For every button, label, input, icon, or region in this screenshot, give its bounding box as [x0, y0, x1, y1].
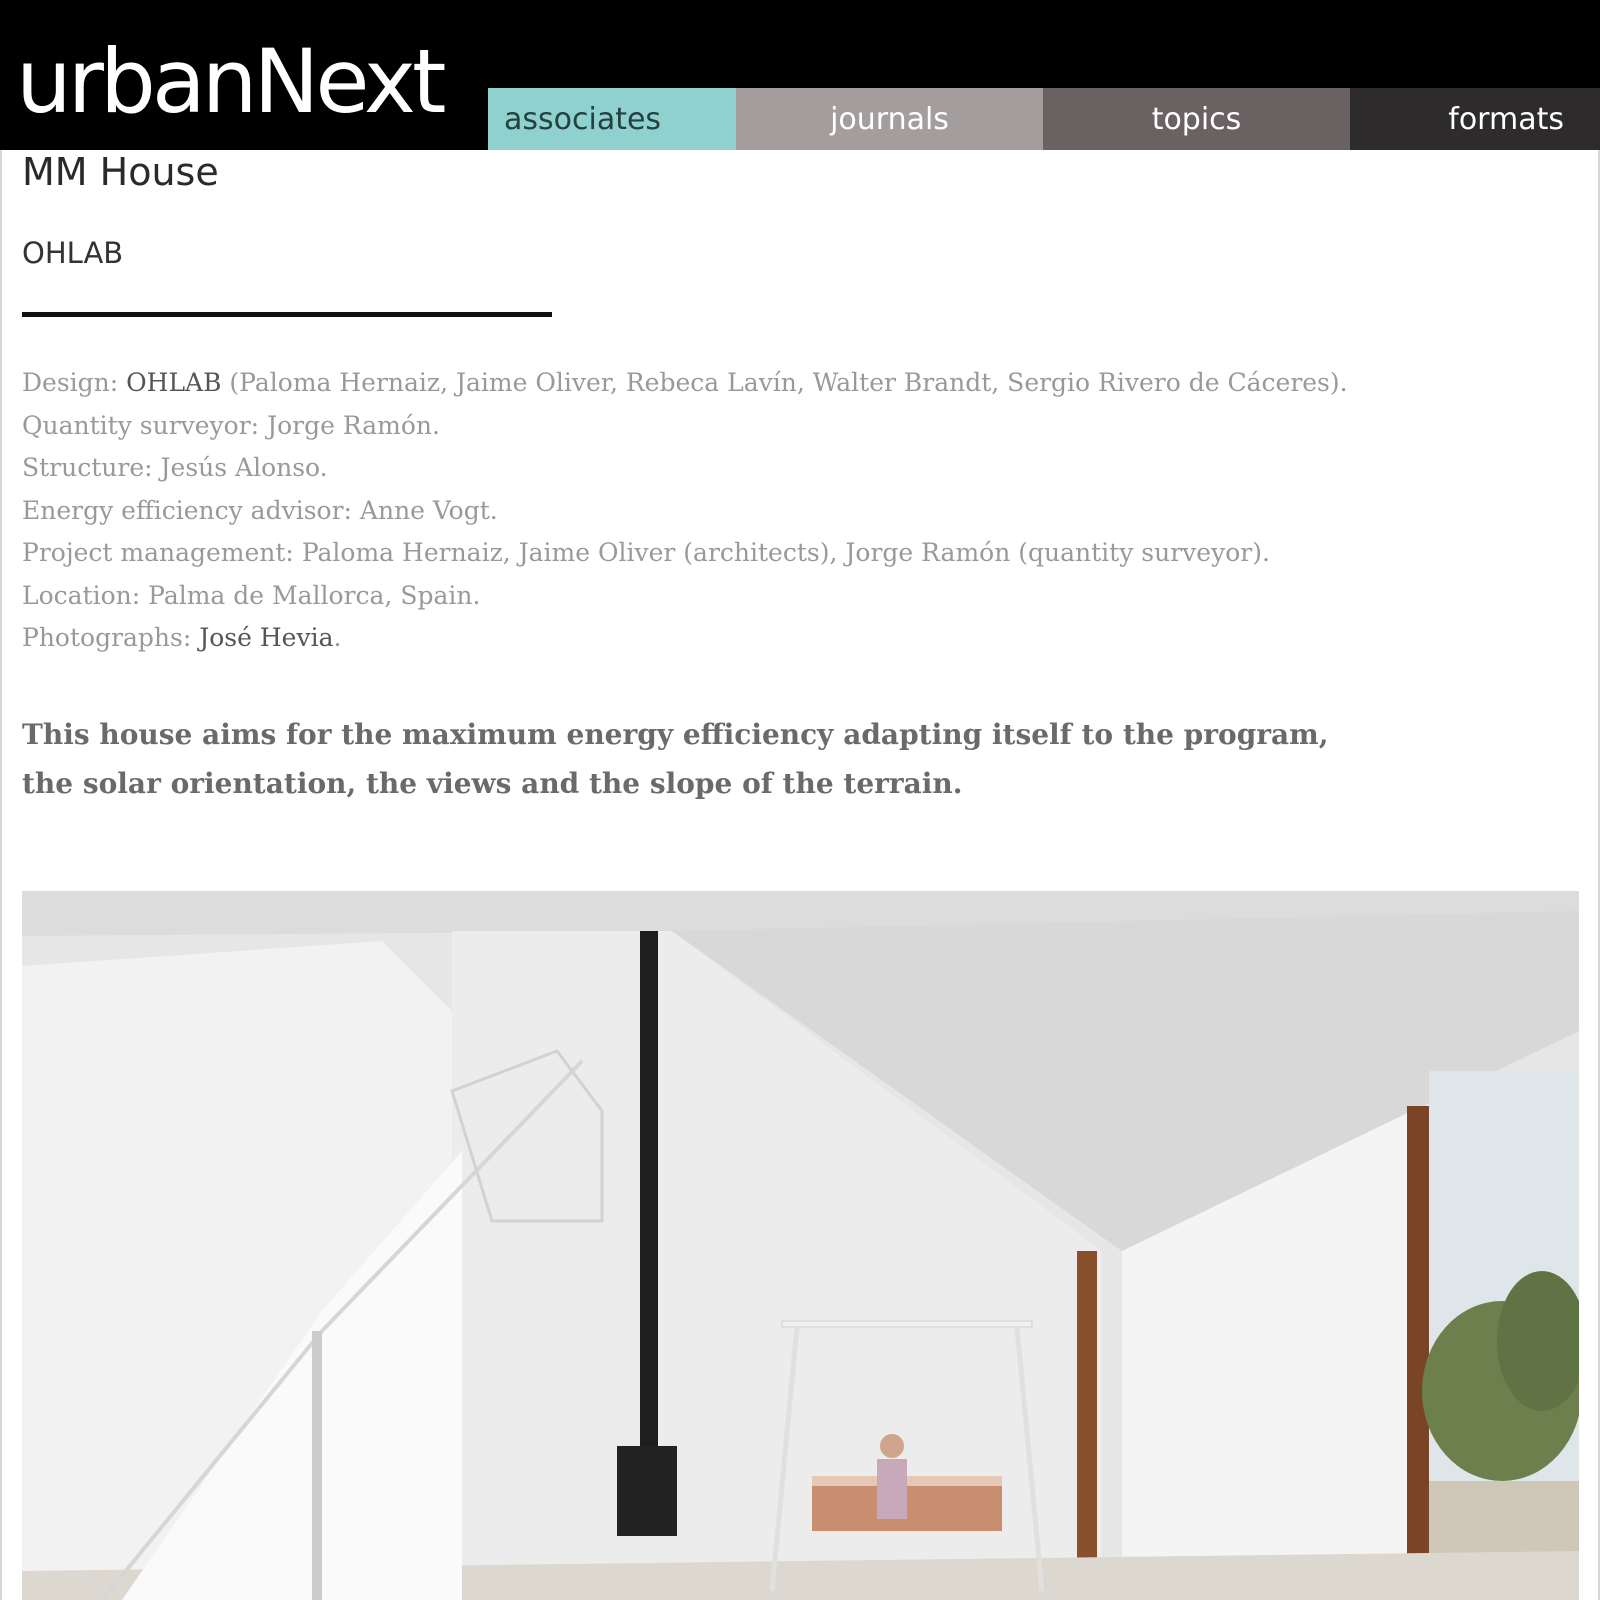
- credit-line: [22, 362, 1422, 405]
- title-divider: [22, 312, 552, 317]
- credit-line: [22, 447, 1422, 490]
- credit-value: Jesús Alonso.: [160, 453, 328, 482]
- credit-value: Jorge Ramón.: [267, 410, 440, 440]
- credit-line: [22, 532, 1422, 575]
- nav-tab-formats[interactable]: formats: [1350, 88, 1600, 150]
- credit-line: [22, 617, 1422, 660]
- author-name[interactable]: OHLAB: [22, 236, 124, 270]
- credit-value: (Paloma Hernaiz, Jaime Oliver, Rebeca Lavín, Walter Brandt, Sergio Rivero de Cáceres).: [221, 368, 1348, 397]
- project-credits: [22, 362, 1422, 660]
- nav-tab-topics[interactable]: topics: [1043, 88, 1350, 150]
- lead-paragraph: This house aims for the maximum energy efficiency adapting itself to the program, the solar orientation, the views and the slope of the terrain.: [22, 718, 1329, 800]
- page-title: MM House: [22, 150, 219, 194]
- credit-link[interactable]: OHLAB: [126, 368, 222, 397]
- credit-line: [22, 405, 1422, 448]
- credit-label: Quantity surveyor:: [22, 410, 268, 440]
- credit-value: Paloma Hernaiz, Jaime Oliver (architects), Jorge Ramón (quantity surveyor).: [301, 538, 1270, 567]
- credit-value: Palma de Mallorca, Spain.: [148, 580, 481, 610]
- credit-label: Energy efficiency advisor:: [22, 495, 360, 525]
- credit-line: [22, 575, 1422, 618]
- nav-tab-associates[interactable]: associates: [488, 88, 736, 150]
- credit-label: Structure:: [22, 453, 161, 482]
- photo-illustration: [22, 891, 1579, 1600]
- nav-tab-journals[interactable]: journals: [736, 88, 1043, 150]
- main-nav: [488, 88, 1600, 150]
- credit-label: Photographs:: [22, 623, 200, 652]
- credit-line: [22, 490, 1422, 533]
- credit-link[interactable]: José Hevia: [199, 623, 334, 652]
- credit-value: .: [333, 623, 342, 652]
- credit-label: Project management:: [22, 538, 302, 567]
- top-bar: [0, 0, 1600, 150]
- site-logo[interactable]: urbanNext: [16, 30, 443, 133]
- credit-label: Location:: [22, 580, 149, 610]
- credit-value: Anne Vogt.: [359, 495, 498, 525]
- credit-label: Design:: [22, 368, 127, 397]
- interior-photo[interactable]: [22, 891, 1579, 1600]
